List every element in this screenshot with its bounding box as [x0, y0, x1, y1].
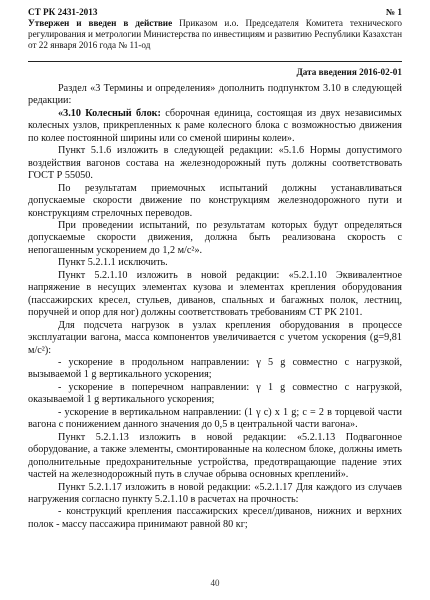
paragraph-text: сборочная единица, состоящая из двух независимых колесных узлов, прикрепленных к раме колесного блока с возможностью движения по колее постоянной ширины или со сменой ширины колеи». [28, 107, 402, 144]
paragraph [28, 108, 402, 145]
header-row [28, 7, 402, 18]
paragraph [28, 482, 402, 507]
introduction-date: Дата введения 2016-02-01 [296, 67, 402, 77]
header-divider [28, 61, 402, 62]
paragraph [28, 145, 402, 182]
list-item [28, 382, 402, 407]
page-number: 40 [210, 578, 220, 588]
list-item-text: - ускорение в поперечном направлении: γ 1 g совместно с нагрузкой, оказываемой 1 g вертикального ускорения; [28, 381, 402, 406]
approval-label: Утвержен и введен в действие [28, 18, 173, 28]
list-item [28, 506, 402, 531]
paragraph-text: При проведении испытаний, по результатам которых будут определяться допускаемые скорости движения, должна быть реализована скорость с непогашенным ускорением до 1,2 м/с²». [28, 219, 402, 256]
list-item-text: - конструкций крепления пассажирских кресел/диванов, нижних и верхних полок - массу пассажира принимают равной 80 кг; [28, 506, 402, 530]
paragraph-text: Пункт 5.2.1.1 исключить. [58, 257, 168, 269]
list-item-text: - ускорение в продольном направлении: γ 5 g совместно с нагрузкой, вызываемой 1 g вертикального ускорения; [28, 356, 402, 381]
list-item-text: - ускорение в вертикальном направлении: (1 γ с) x 1 g; с = 2 в торцевой части вагона с понижением данного значения до 0,5 в центральной части вагона». [28, 406, 402, 431]
paragraph [28, 83, 402, 108]
term-heading: «3.10 Колесный блок: [58, 107, 161, 119]
approval-text [28, 18, 402, 51]
paragraph [28, 432, 402, 482]
amendment-number: № 1 [385, 7, 402, 17]
document-body [28, 83, 402, 531]
paragraph-text: Для подсчета нагрузок в узлах крепления оборудования в процессе эксплуатации вагона, масса компонентов увеличивается с учетом ускорения (g=9,81 м/с²): [28, 319, 402, 356]
list-item [28, 357, 402, 382]
paragraph [28, 183, 402, 220]
paragraph-text: Пункт 5.2.1.17 изложить в новой редакции: «5.2.1.17 Для каждого из случаев нагружения согласно пункту 5.2.1.10 в расчетах на прочность: [28, 481, 402, 505]
paragraph-text: Пункт 5.2.1.10 изложить в новой редакции: «5.2.1.10 Эквивалентное напряжение в несущих элементах кузова и элементах крепления оборудования (пассажирских кресел, стульев, диванов, спальных и багажных полок, лестниц, поручней и опор для ног) должны соответствовать требованиям СТ РК 2101. [28, 269, 402, 319]
list-item [28, 407, 402, 432]
paragraph [28, 257, 402, 269]
paragraph [28, 320, 402, 357]
standard-number: СТ РК 2431-2013 [28, 7, 98, 17]
paragraph-text: Пункт 5.2.1.13 изложить в новой редакции: «5.2.1.13 Подвагонное оборудование, а также элементы, смонтированные на колесном блоке, должны иметь дополнительные предохранительные устройства, предотвращающие падение этих частей на железнодорожный путь в случае обрыва основных креплений». [28, 431, 402, 481]
paragraph-text: По результатам приемочных испытаний должны устанавливаться допускаемые скорости движение по конструкциям железнодорожного пути и конструкциям стрелочных переводов. [28, 182, 402, 219]
paragraph [28, 220, 402, 257]
header [28, 7, 402, 51]
approval-order: Приказом и.о. Председателя Комитета технического регулирования и метрологии Министерства по инвестициям и развитию Республики Казахстан от 22 января 2016 года № 11-од [28, 18, 402, 50]
paragraph [28, 270, 402, 320]
paragraph-text: Раздел «3 Термины и определения» дополнить подпунктом 3.10 в следующей редакции: [28, 83, 402, 107]
paragraph-text: Пункт 5.1.6 изложить в следующей редакции: «5.1.6 Нормы допустимого воздействия вагонов состава на железнодорожный путь должны соответствовать ГОСТ Р 55050. [28, 145, 402, 182]
